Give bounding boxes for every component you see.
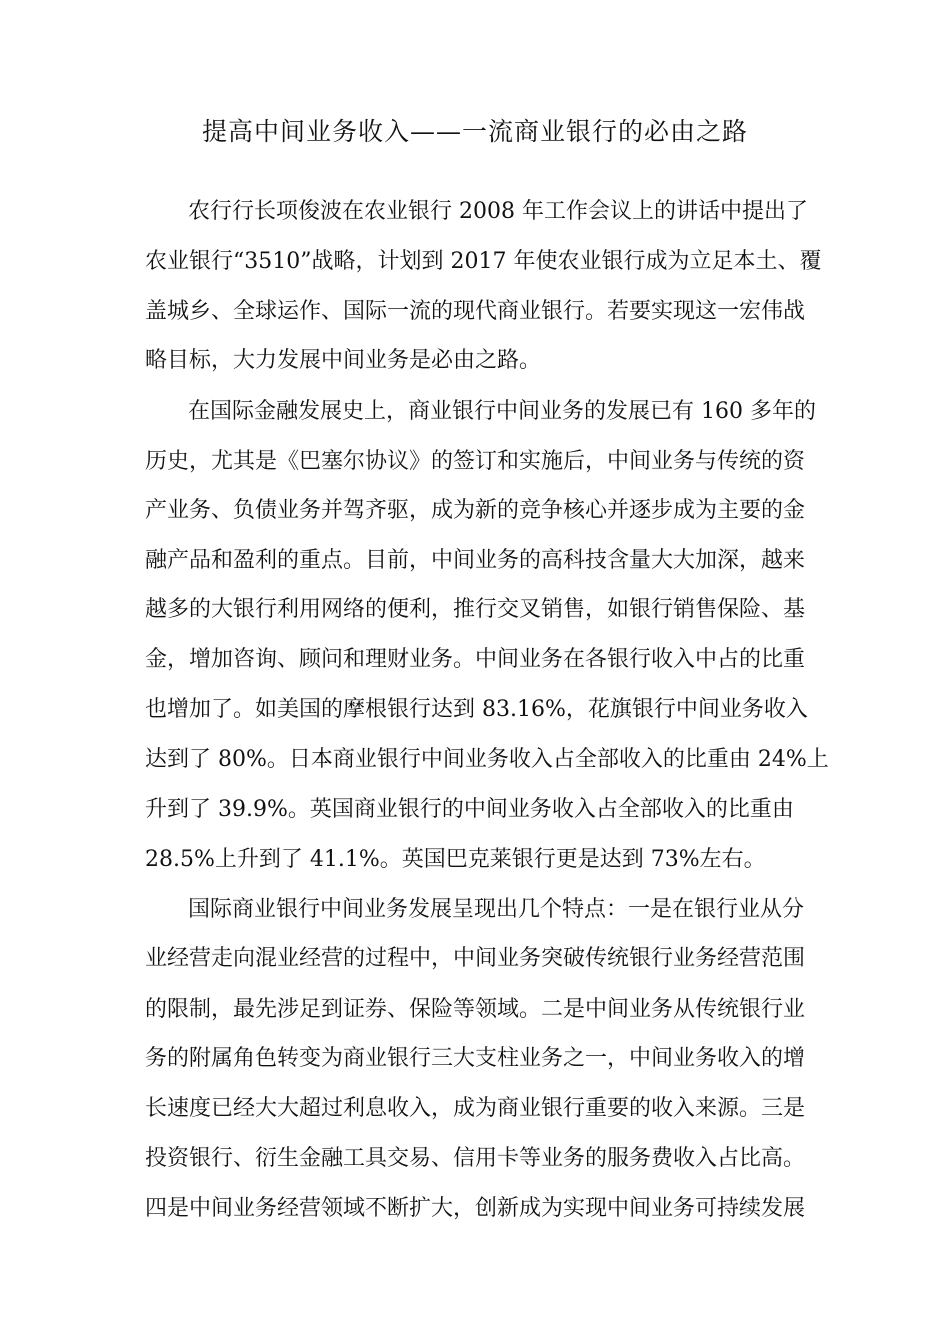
paragraph-2-line-2: 历史，尤其是《巴塞尔协议》的签订和实施后，中间业务与传统的资 xyxy=(145,449,806,474)
paragraph-1-line-1: 农行行长项俊波在农业银行 2008 年工作会议上的讲话中提出了 xyxy=(188,199,808,224)
paragraph-2-line-10: 28.5%上升到了 41.1%。英国巴克莱银行更是达到 73%左右。 xyxy=(145,847,766,872)
paragraph-3-line-3: 的限制，最先涉足到证券、保险等领域。二是中间业务从传统银行业 xyxy=(145,997,806,1022)
paragraph-3-line-2: 业经营走向混业经营的过程中，中间业务突破传统银行业务经营范围 xyxy=(145,946,806,971)
paragraph-1-line-4: 略目标，大力发展中间业务是必由之路。 xyxy=(145,348,542,373)
paragraph-3-line-6: 投资银行、衍生金融工具交易、信用卡等业务的服务费收入占比高。 xyxy=(145,1146,806,1171)
paragraph-2-line-5: 越多的大银行利用网络的便利，推行交叉销售，如银行销售保险、基 xyxy=(145,597,806,622)
paragraph-2-line-8: 达到了 80%。日本商业银行中间业务收入占全部收入的比重由 24%上 xyxy=(145,747,829,772)
paragraph-2-line-9: 升到了 39.9%。英国商业银行的中间业务收入占全部收入的比重由 xyxy=(145,797,794,822)
paragraph-2-line-7: 也增加了。如美国的摩根银行达到 83.16%，花旗银行中间业务收入 xyxy=(145,697,808,722)
paragraph-2-line-1: 在国际金融发展史上，商业银行中间业务的发展已有 160 多年的 xyxy=(188,399,816,424)
paragraph-2-line-3: 产业务、负债业务并驾齐驱，成为新的竞争核心并逐步成为主要的金 xyxy=(145,498,806,523)
paragraph-2-line-4: 融产品和盈利的重点。目前，中间业务的高科技含量大大加深，越来 xyxy=(145,548,806,573)
paragraph-3-line-1: 国际商业银行中间业务发展呈现出几个特点：一是在银行业从分 xyxy=(188,897,805,922)
paragraph-2-line-6: 金，增加咨询、顾问和理财业务。中间业务在各银行收入中占的比重 xyxy=(145,647,806,672)
document-title: 提高中间业务收入——一流商业银行的必由之路 xyxy=(201,117,748,146)
paragraph-3-line-7: 四是中间业务经营领域不断扩大，创新成为实现中间业务可持续发展 xyxy=(145,1196,806,1221)
paragraph-3-line-5: 长速度已经大大超过利息收入，成为商业银行重要的收入来源。三是 xyxy=(145,1096,806,1121)
paragraph-3-line-4: 务的附属角色转变为商业银行三大支柱业务之一，中间业务收入的增 xyxy=(145,1046,806,1071)
paragraph-1-line-3: 盖城乡、全球运作、国际一流的现代商业银行。若要实现这一宏伟战 xyxy=(145,299,806,324)
paragraph-1-line-2: 农业银行“3510”战略，计划到 2017 年使农业银行成为立足本土、覆 xyxy=(145,249,822,274)
